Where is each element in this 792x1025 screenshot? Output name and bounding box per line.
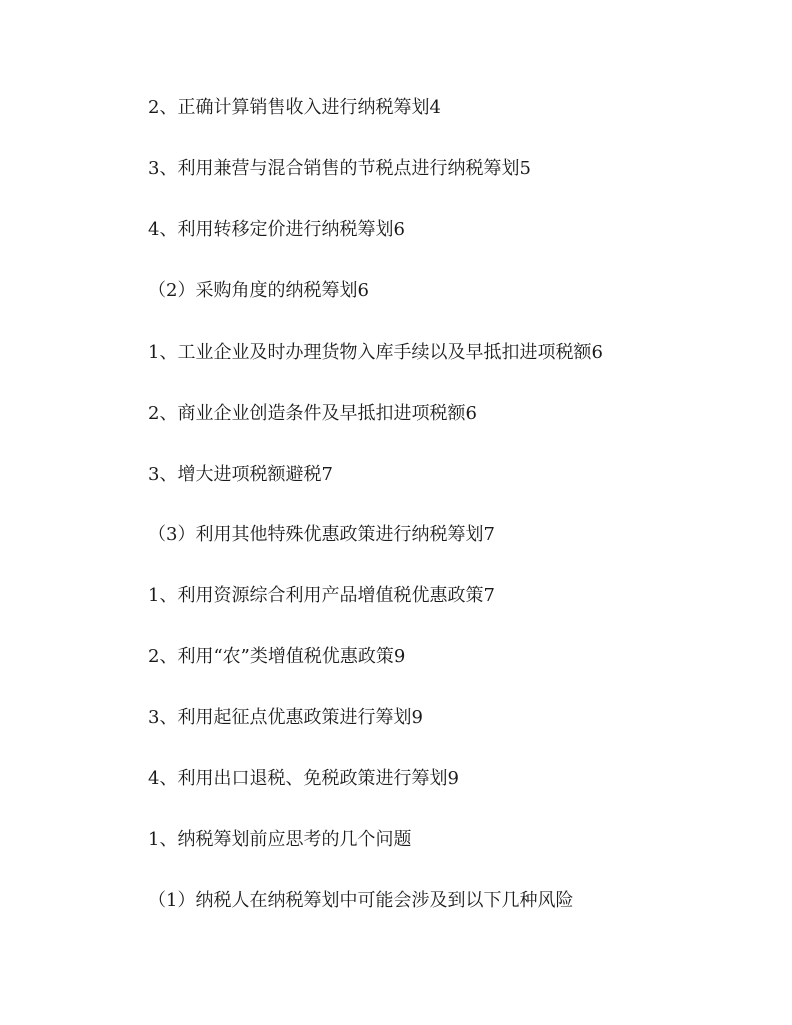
toc-line-10: 2、利用“农”类增值税优惠政策9: [148, 646, 406, 667]
toc-line-1: 2、正确计算销售收入进行纳税筹划4: [148, 97, 441, 118]
toc-line-7: 3、增大进项税额避税7: [148, 464, 333, 485]
toc-line-2: 3、利用兼营与混合销售的节税点进行纳税筹划5: [148, 158, 531, 179]
toc-line-5: 1、工业企业及时办理货物入库手续以及早抵扣进项税额6: [148, 342, 603, 363]
toc-line-11: 3、利用起征点优惠政策进行筹划9: [148, 707, 423, 728]
toc-line-9: 1、利用资源综合利用产品增值税优惠政策7: [148, 585, 495, 606]
toc-line-6: 2、商业企业创造条件及早抵扣进项税额6: [148, 403, 477, 424]
toc-line-3: 4、利用转移定价进行纳税筹划6: [148, 219, 405, 240]
toc-section-3: （3）利用其他特殊优惠政策进行纳税筹划7: [148, 524, 495, 545]
heading-line: 1、纳税筹划前应思考的几个问题: [148, 829, 412, 850]
toc-line-12: 4、利用出口退税、免税政策进行筹划9: [148, 768, 459, 789]
toc-section-2: （2）采购角度的纳税筹划6: [148, 280, 369, 301]
sub-heading-line: （1）纳税人在纳税筹划中可能会涉及到以下几种风险: [148, 890, 574, 911]
